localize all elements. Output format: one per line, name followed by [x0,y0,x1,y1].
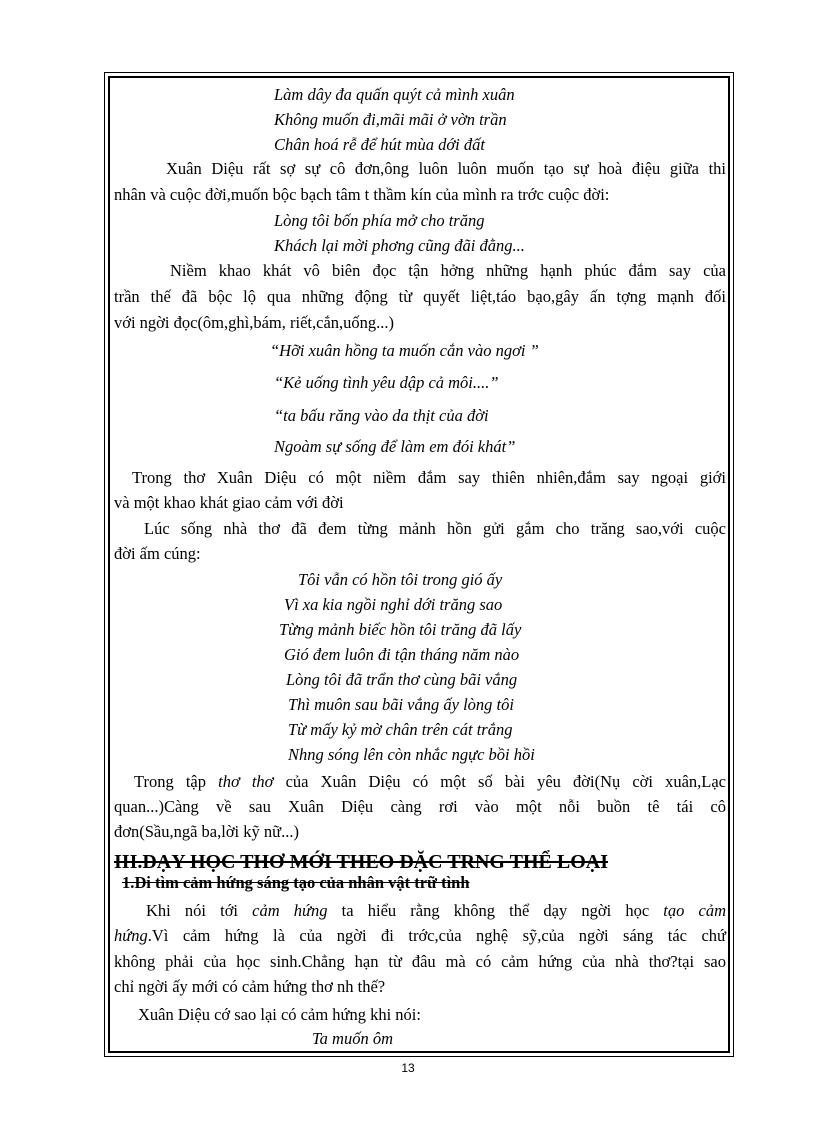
paragraph-line: chỉ ngời ấy mới có cảm hứng thơ nh thế? [114,977,386,996]
poem-line: Lòng tôi đã trẩn thơ cùng bãi vắng [286,670,518,689]
emphasis-text: hứng [114,926,148,945]
paragraph-line: Xuân Diệu cớ sao lại có cảm hứng khi nói: [138,1005,421,1024]
poem-line: Lòng tôi bốn phía mở cho trăng [274,211,485,230]
text-run: của Xuân Diệu có một số bài yêu đời(Nụ cời xuân,Lạc [273,772,726,791]
poem-line: Làm dây đa quấn quýt cả mình xuân [274,85,515,104]
paragraph-line: đơn(Sầu,ngã ba,lời kỹ nữ...) [114,822,299,841]
poem-line: “Hỡi xuân hồng ta muốn cắn vào ngơi ” [270,341,539,360]
emphasis-text: thơ thơ [218,772,274,791]
poem-line: Không muốn đi,mãi mãi ở vờn trần [274,110,507,129]
emphasis-text: cảm hứng [252,901,328,920]
poem-line: Tôi vẫn có hồn tôi trong gió ấy [298,570,503,589]
paragraph-line: Xuân Diệu rất sợ sự cô đơn,ông luôn luôn muốn tạo sự hoà điệu giữa thi [166,159,726,178]
paragraph-line: không phải của học sinh.Chẳng hạn từ đâu mà có cảm hứng của nhà thơ?tại sao [114,952,726,971]
paragraph-line: đời ấm cúng: [114,544,201,563]
text-run: Trong tập [134,772,219,791]
text-run: ta hiểu rằng không thể dạy ngời học [327,901,664,920]
subsection-heading: 1.Đi tìm cảm hứng sáng tạo của nhân vật trữ tình [122,873,470,892]
poem-line: Ngoàm sự sống để làm em đói khát” [274,437,516,456]
poem-line: Thì muôn sau bãi vắng ấy lòng tôi [288,695,514,714]
poem-line: “Kẻ uống tình yêu dập cả môi....” [274,373,499,392]
poem-line: Ta muốn ôm [312,1029,393,1048]
poem-line: Từ mấy kỷ mờ chân trên cát trắng [288,720,513,739]
poem-line: Nhng sóng lên còn nhắc ngực bồi hồi [288,745,535,764]
poem-line: Chân hoá rễ để hút mùa dới đất [274,135,485,154]
paragraph-line: Trong thơ Xuân Diệu có một niềm đắm say thiên nhiên,đắm say ngoại giới [132,468,726,487]
paragraph-line: quan...)Càng về sau Xuân Diệu càng rơi vào một nỗi buồn tê tái cô [114,797,726,816]
paragraph-line: nhân và cuộc đời,muốn bộc bạch tâm t thầm kín của mình ra trớc cuộc đời: [114,185,610,204]
text-run: Khi nói tới [146,901,253,920]
paragraph-line: trần thế đã bộc lộ qua những động từ quyết liệt,táo bạo,gây ấn tợng mạnh đối [114,287,726,306]
poem-line: Gió đem luôn đi tận tháng năm nào [284,645,520,664]
paragraph-line [114,925,726,947]
paragraph-line: và một khao khát giao cảm với đời [114,493,344,512]
poem-line: Vì xa kia ngồi nghỉ dới trăng sao [284,595,503,614]
poem-line: Từng mảnh biếc hồn tôi trăng đã lấy [279,620,522,639]
paragraph-line: Niềm khao khát vô biên đọc tận hởng những hạnh phúc đắm say của [170,261,726,280]
paragraph-line: với ngời đọc(ôm,ghì,bám, riết,cắn,uống...) [114,313,395,332]
paragraph-line: Lúc sống nhà thơ đã đem từng mảnh hồn gửi gắm cho trăng sao,với cuộc [144,519,726,538]
poem-line: Khách lại mời phơng cũng đãi đằng... [274,236,525,255]
paragraph-line [146,900,726,922]
page-number: 13 [401,1061,415,1075]
paragraph-line [134,771,726,793]
poem-line: “ta bấu răng vào da thịt của đời [274,406,489,425]
text-run: .Vì cảm hứng là của ngời đi trớc,của nghệ sỹ,của ngời sáng tác chứ [147,926,726,945]
section-heading: III.DẠY HỌC THƠ MỚI THEO ĐẶC TRNG THỂ LOẠI [114,851,608,873]
emphasis-text: tạo cảm [663,901,727,920]
